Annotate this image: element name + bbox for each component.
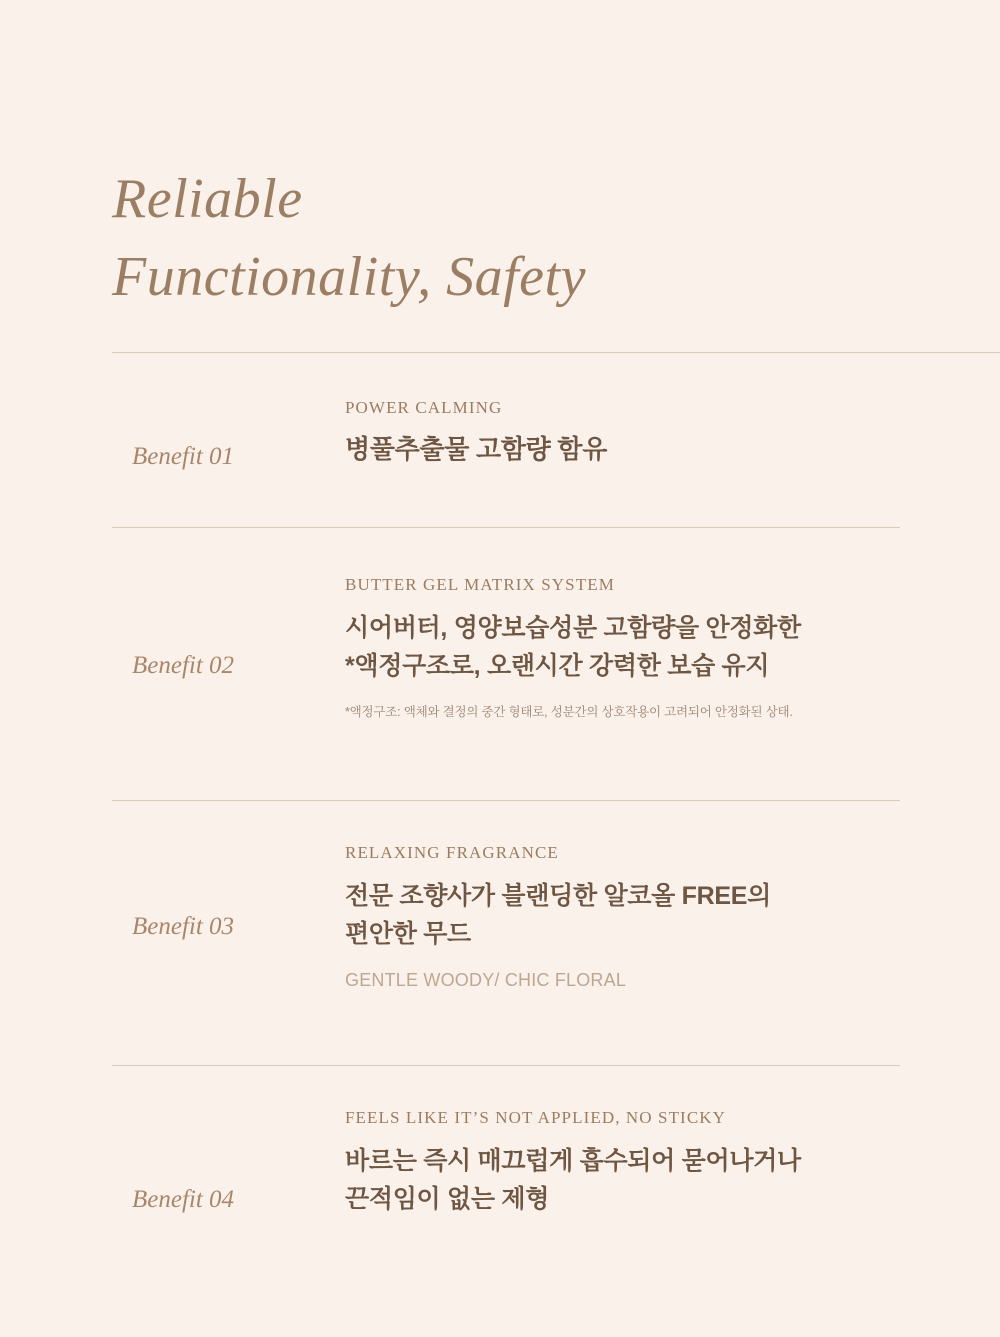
benefit-label-04: Benefit 04 [132, 1186, 235, 1213]
page-title-line-1: Reliable [112, 168, 303, 230]
benefit-headline-02-line-2: *액정구조로, 오랜시간 강력한 보습 유지 [345, 652, 770, 680]
page-title [112, 160, 912, 316]
benefit-body-02 [345, 575, 915, 721]
benefit-eyebrow-02: BUTTER GEL MATRIX SYSTEM [345, 575, 615, 594]
divider-after-02 [112, 800, 900, 801]
benefit-label-02: Benefit 02 [132, 652, 235, 679]
divider-header [112, 352, 1000, 353]
benefit-eyebrow-01: POWER CALMING [345, 398, 503, 417]
benefit-subnote-03: GENTLE WOODY/ CHIC FLORAL [345, 970, 627, 990]
benefit-headline-02-line-1: 시어버터, 영양보습성분 고함량을 안정화한 [345, 614, 801, 642]
benefit-body-04 [345, 1108, 915, 1218]
benefit-label-03: Benefit 03 [132, 913, 235, 940]
benefit-headline-03 [345, 877, 915, 953]
benefit-headline-04-line-1: 바르는 즉시 매끄럽게 흡수되어 묻어나거나 [345, 1147, 801, 1175]
divider-after-01 [112, 527, 900, 528]
benefit-headline-04 [345, 1142, 915, 1218]
benefit-headline-01: 병풀추출물 고함량 함유 [345, 434, 608, 464]
benefit-headline-03-line-2: 편안한 무드 [345, 920, 471, 948]
benefit-body-01 [345, 398, 915, 466]
benefit-eyebrow-03: RELAXING FRAGRANCE [345, 843, 559, 862]
page-title-line-2: Functionality, Safety [112, 246, 586, 308]
benefit-footnote-02: *액정구조: 액체와 결정의 중간 형태로, 성분간의 상호작용이 고려되어 안정화된 상태. [345, 705, 793, 719]
benefit-eyebrow-04: FEELS LIKE IT’S NOT APPLIED, NO STICKY [345, 1108, 727, 1127]
benefit-headline-04-line-2: 끈적임이 없는 제형 [345, 1185, 550, 1213]
benefit-headline-03-line-1: 전문 조향사가 블랜딩한 알코올 FREE의 [345, 882, 771, 910]
benefit-body-03 [345, 843, 915, 993]
benefit-label-01: Benefit 01 [132, 443, 235, 470]
divider-after-03 [112, 1065, 900, 1066]
benefit-headline-02 [345, 609, 915, 685]
